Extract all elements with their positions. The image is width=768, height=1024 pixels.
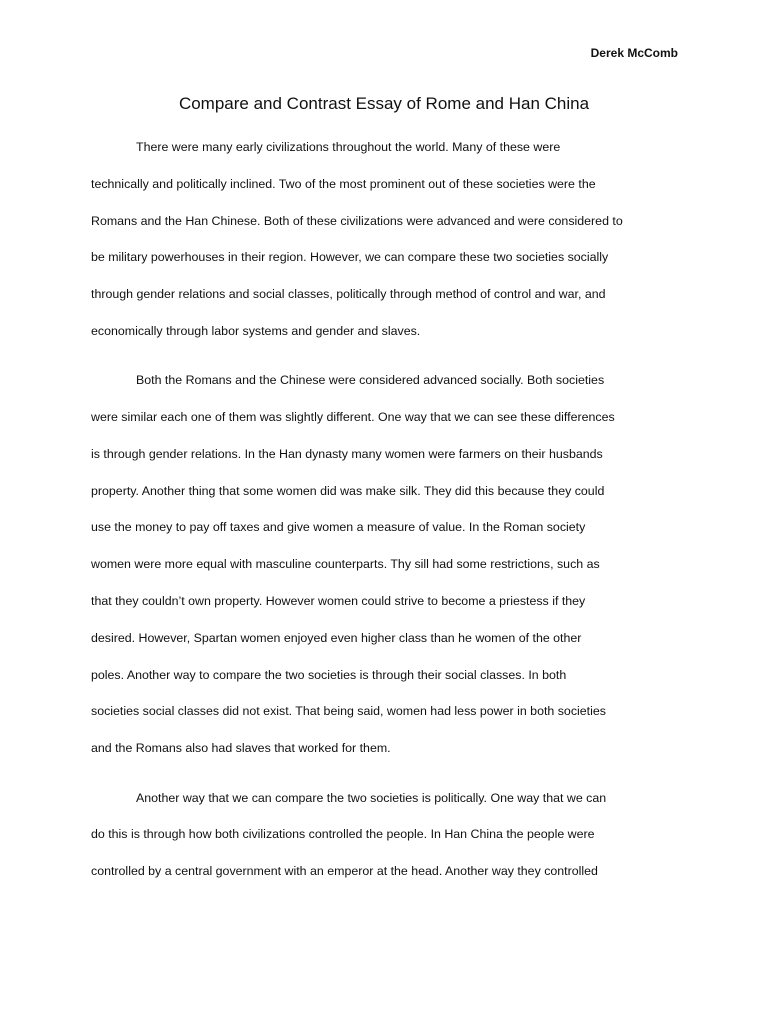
paragraph-line: Both the Romans and the Chinese were considered advanced socially. Both societies bbox=[136, 373, 605, 388]
paragraph-line: Romans and the Han Chinese. Both of these civilizations were advanced and were considered to bbox=[91, 213, 623, 228]
paragraph-line: is through gender relations. In the Han dynasty many women were farmers on their husbands bbox=[91, 446, 603, 461]
paragraph-line: were similar each one of them was slightly different. One way that we can see these differences bbox=[91, 410, 615, 425]
paragraph-line: Another way that we can compare the two societies is politically. One way that we can bbox=[136, 790, 607, 805]
paragraph-line: There were many early civilizations throughout the world. Many of these were bbox=[136, 140, 561, 154]
paragraph-line: economically through labor systems and gender and slaves. bbox=[91, 323, 421, 338]
author-name: Derek McComb bbox=[590, 46, 678, 60]
paragraph-line: through gender relations and social classes, politically through method of control and war, and bbox=[91, 287, 606, 302]
paragraph-2 bbox=[91, 362, 681, 767]
paragraph-line: poles. Another way to compare the two societies is through their social classes. In both bbox=[91, 667, 567, 682]
paragraph-line: societies social classes did not exist. That being said, women had less power in both societies bbox=[91, 704, 606, 719]
paragraph-line: do this is through how both civilizations controlled the people. In Han China the people were bbox=[91, 827, 595, 842]
paragraph-line: and the Romans also had slaves that worked for them. bbox=[91, 741, 391, 756]
paragraph-1 bbox=[91, 129, 681, 350]
paragraph-line: desired. However, Spartan women enjoyed even higher class than he women of the other bbox=[91, 630, 582, 645]
paragraph-line: women were more equal with masculine counterparts. Thy sill had some restrictions, such as bbox=[91, 557, 600, 572]
paragraph-line: use the money to pay off taxes and give women a measure of value. In the Roman society bbox=[91, 520, 586, 535]
paragraph-line: be military powerhouses in their region. However, we can compare these two societies socially bbox=[91, 250, 609, 265]
paragraph-3 bbox=[91, 780, 681, 890]
essay-body bbox=[91, 129, 681, 902]
paragraph-line: controlled by a central government with an emperor at the head. Another way they controlled bbox=[91, 864, 598, 879]
paragraph-line: property. Another thing that some women did was make silk. They did this because they could bbox=[91, 483, 605, 498]
essay-title: Compare and Contrast Essay of Rome and Han China bbox=[178, 94, 590, 113]
paragraph-line: technically and politically inclined. Two of the most prominent out of these societies were the bbox=[91, 176, 596, 191]
paragraph-line: that they couldn’t own property. However women could strive to become a priestess if they bbox=[91, 594, 586, 609]
